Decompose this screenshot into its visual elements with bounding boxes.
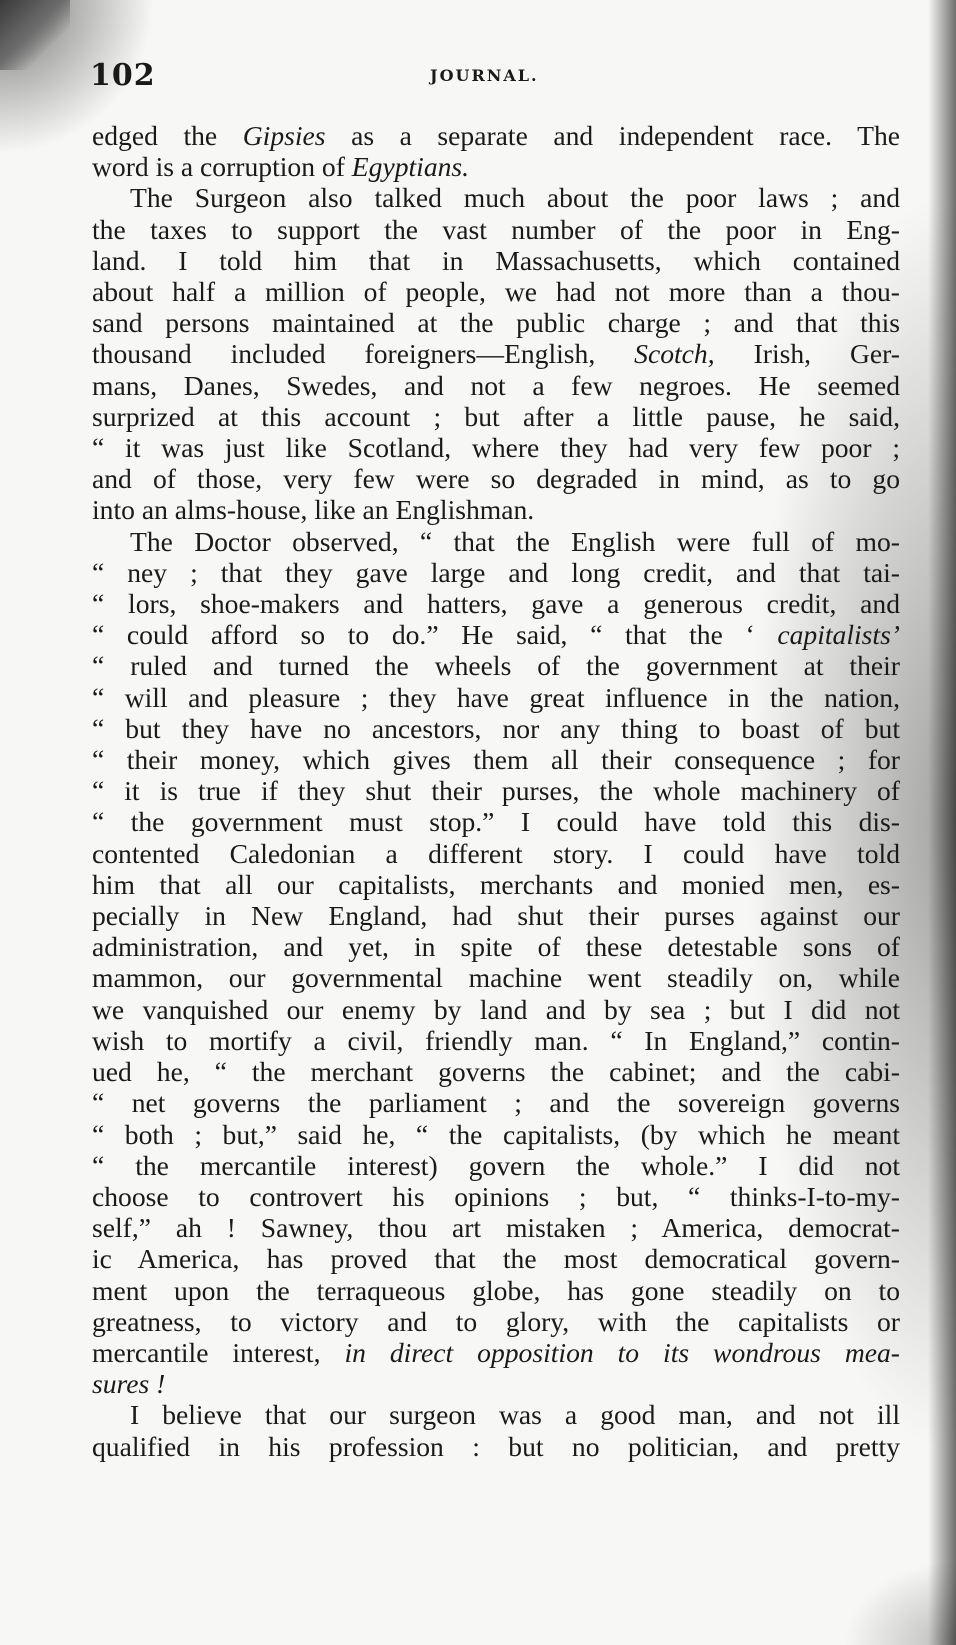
text-line: sand persons maintained at the public charge ; and that this: [92, 307, 900, 339]
text-line: qualified in his profession : but no politician, and pretty: [92, 1430, 900, 1462]
text-line: into an alms-house, like an Englishman.: [92, 494, 535, 526]
text-line: we vanquished our enemy by land and by sea ; but I did not: [92, 993, 900, 1025]
text-line: [92, 1368, 900, 1399]
text-line: “ net governs the parliament ; and the sovereign governs: [92, 1087, 900, 1119]
text-line: “ lors, shoe-makers and hatters, gave a generous credit, and: [92, 588, 900, 620]
text-line: ic America, has proved that the most democratical govern-: [92, 1243, 900, 1275]
text-line: “ the mercantile interest) govern the whole.” I did not: [92, 1149, 900, 1181]
text-line: choose to controvert his opinions ; but, “ thinks-I-to-my-: [92, 1180, 900, 1212]
text-line: ued he, “ the merchant governs the cabinet; and the cabi-: [92, 1056, 900, 1088]
italic-phrase: in direct opposition to its wondrous mea-: [344, 1336, 900, 1368]
text-line: greatness, to victory and to glory, with the capitalists or: [92, 1305, 900, 1337]
text-line: “ their money, which gives them all their consequence ; for: [92, 744, 900, 776]
text-line: mercantile interest, in direct opposition to its wondrous mea-: [92, 1336, 900, 1368]
text-line: contented Caledonian a different story. I could have told: [92, 837, 900, 869]
italic-phrase: Egyptians.: [351, 151, 470, 183]
text-line: administration, and yet, in spite of these detestable sons of: [92, 931, 900, 963]
text-line: “ ney ; that they gave large and long credit, and that tai-: [92, 556, 900, 588]
text-line: “ it was just like Scotland, where they had very few poor ;: [92, 432, 900, 464]
text-line: “ could afford so to do.” He said, “ that the ‘ capitalists’: [92, 619, 900, 651]
italic-phrase: capitalists’: [777, 619, 900, 651]
text-line: pecially in New England, had shut their purses against our: [92, 900, 900, 932]
italic-phrase: sures !: [92, 1368, 166, 1400]
text-line: ment upon the terraqueous globe, has gone steadily on to: [92, 1274, 900, 1306]
text-line: and of those, very few were so degraded in mind, as to go: [92, 463, 900, 495]
running-head: JOURNAL.: [430, 66, 539, 85]
text-line: “ will and pleasure ; they have great influence in the nation,: [92, 681, 900, 713]
text-line: wish to mortify a civil, friendly man. “ In England,” contin-: [92, 1024, 900, 1056]
text-line: thousand included foreigners—English, Scotch, Irish, Ger-: [92, 338, 900, 370]
text-line: the taxes to support the vast number of the poor in Eng-: [92, 213, 900, 245]
text-line: “ both ; but,” said he, “ the capitalists, (by which he meant: [92, 1118, 900, 1150]
text-line: I believe that our surgeon was a good man, and not ill: [130, 1399, 900, 1431]
page-number: 102: [90, 58, 156, 93]
italic-phrase: Gipsies: [242, 120, 326, 151]
text-line: “ but they have no ancestors, nor any thing to boast of but: [92, 712, 900, 744]
body-text: [92, 120, 900, 1462]
page-corner-shadow: [0, 0, 70, 70]
text-line: surprized at this account ; but after a little pause, he said,: [92, 400, 900, 432]
text-line: word is a corruption of Egyptians.: [92, 151, 470, 183]
text-line: self,” ah ! Sawney, thou art mistaken ; America, democrat-: [92, 1212, 900, 1244]
text-line: “ it is true if they shut their purses, the whole machinery of: [92, 775, 900, 807]
italic-phrase: Scotch,: [634, 338, 715, 370]
text-line: land. I told him that in Massachusetts, which contained: [92, 244, 900, 276]
page-header: [90, 58, 900, 98]
text-line: him that all our capitalists, merchants and monied men, es-: [92, 868, 900, 900]
page-edge-shadow: [928, 0, 956, 1645]
text-line: “ the government must stop.” I could have told this dis-: [92, 806, 900, 838]
text-line: mammon, our governmental machine went steadily on, while: [92, 962, 900, 994]
text-line: edged the Gipsies as a separate and independent race. The: [92, 120, 900, 151]
text-line: The Surgeon also talked much about the poor laws ; and: [130, 182, 900, 214]
text-line: mans, Danes, Swedes, and not a few negroes. He seemed: [92, 369, 900, 401]
text-line: about half a million of people, we had not more than a thou-: [92, 276, 900, 308]
text-line: The Doctor observed, “ that the English were full of mo-: [130, 525, 900, 557]
text-line: “ ruled and turned the wheels of the government at their: [92, 650, 900, 682]
